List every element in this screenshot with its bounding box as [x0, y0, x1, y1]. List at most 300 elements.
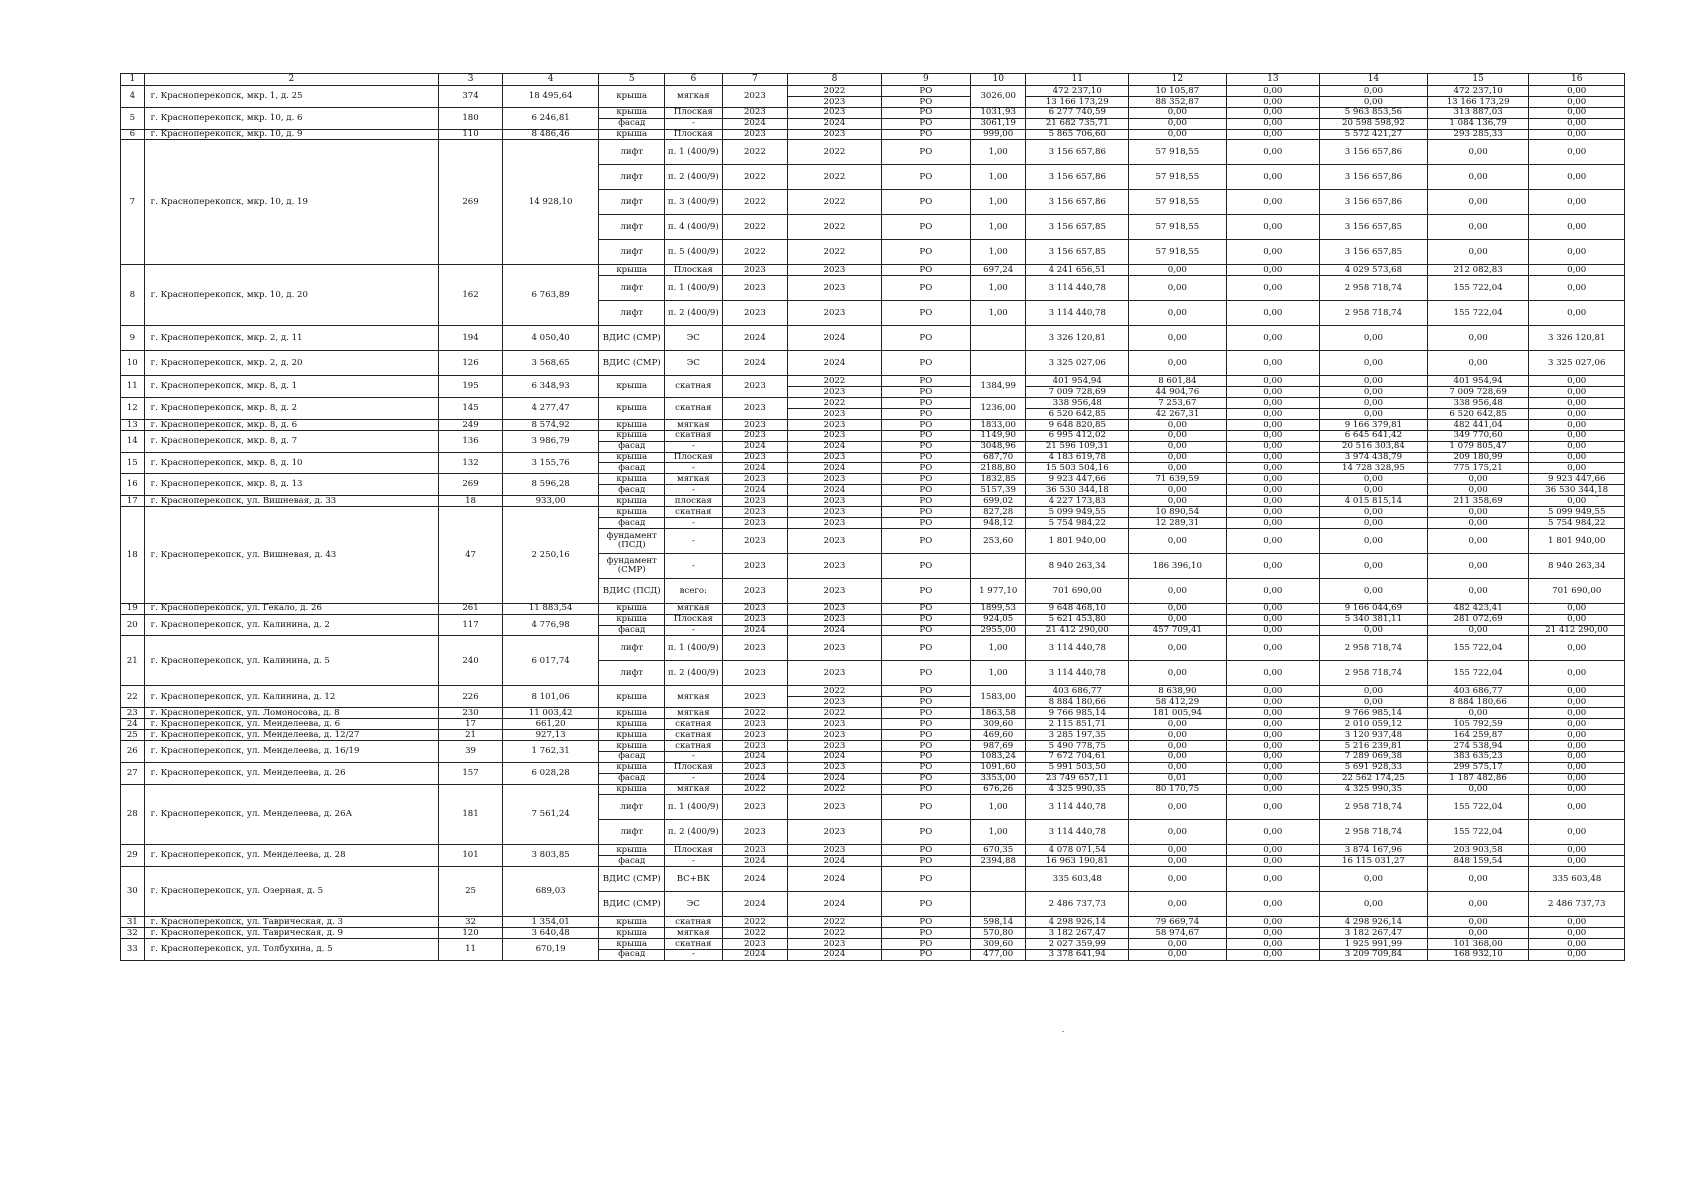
amount-cell-12: 0,00 [1129, 129, 1227, 140]
year-cell: 2023 [788, 474, 881, 485]
plan-year-cell: 2024 [722, 949, 788, 960]
method-cell: РО [881, 740, 970, 751]
header-cell-5: 5 [599, 74, 665, 86]
row-number: 27 [121, 762, 145, 784]
amount-cell-14: 0,00 [1320, 892, 1428, 917]
amount-cell-14: 0,00 [1320, 96, 1428, 107]
amount-cell-11: 7 672 704,61 [1026, 751, 1129, 762]
amount-cell-16: 21 412 290,00 [1529, 625, 1625, 636]
amount-cell-16: 0,00 [1529, 603, 1625, 614]
residents-cell: 21 [439, 730, 503, 741]
amount-cell-11: 7 009 728,69 [1026, 387, 1129, 398]
year-cell: 2023 [788, 578, 881, 603]
capital-repair-table [120, 73, 1625, 961]
method-cell: РО [881, 867, 970, 892]
year-cell: 2022 [788, 708, 881, 719]
amount-cell-16: 0,00 [1529, 751, 1625, 762]
plan-year-cell: 2022 [722, 240, 788, 265]
amount-cell-15: 0,00 [1427, 474, 1529, 485]
amount-cell-13: 0,00 [1226, 686, 1319, 697]
amount-cell-13: 0,00 [1226, 740, 1319, 751]
year-cell: 2023 [788, 452, 881, 463]
address-cell: г. Красноперекопск, ул. Таврическая, д. 9 [144, 928, 439, 939]
plan-year-cell: 2024 [722, 867, 788, 892]
year-cell: 2024 [788, 326, 881, 351]
volume-cell: 1832,85 [971, 474, 1026, 485]
amount-cell-15: 0,00 [1427, 517, 1529, 528]
amount-cell-13: 0,00 [1226, 697, 1319, 708]
amount-cell-13: 0,00 [1226, 419, 1319, 430]
amount-cell-11: 36 530 344,18 [1026, 485, 1129, 496]
volume-cell: 1384,99 [971, 376, 1026, 398]
method-cell: РО [881, 517, 970, 528]
plan-year-cell: 2022 [722, 140, 788, 165]
amount-cell-13: 0,00 [1226, 441, 1319, 452]
amount-cell-13: 0,00 [1226, 118, 1319, 129]
volume-cell: 1833,00 [971, 419, 1026, 430]
address-cell: г. Красноперекопск, ул. Калинина, д. 5 [144, 636, 439, 686]
header-cell-9: 9 [881, 74, 970, 86]
area-cell: 3 568,65 [502, 351, 599, 376]
area-cell: 8 574,92 [502, 419, 599, 430]
amount-cell-14: 0,00 [1320, 553, 1428, 578]
work-type-cell: крыша [599, 265, 665, 276]
amount-cell-11: 3 156 657,86 [1026, 140, 1129, 165]
method-cell: РО [881, 730, 970, 741]
amount-cell-11: 401 954,94 [1026, 376, 1129, 387]
address-cell: г. Красноперекопск, мкр. 2, д. 20 [144, 351, 439, 376]
amount-cell-11: 16 963 190,81 [1026, 856, 1129, 867]
amount-cell-15: 164 259,87 [1427, 730, 1529, 741]
amount-cell-14: 3 156 657,86 [1320, 190, 1428, 215]
amount-cell-11: 2 115 851,71 [1026, 719, 1129, 730]
work-type-cell: фасад [599, 517, 665, 528]
work-type-cell: лифт [599, 661, 665, 686]
work-type-cell: крыша [599, 474, 665, 485]
method-cell: РО [881, 265, 970, 276]
plan-year-cell: 2023 [722, 419, 788, 430]
address-cell: г. Красноперекопск, ул. Озерная, д. 5 [144, 867, 439, 917]
address-cell: г. Красноперекопск, мкр. 10, д. 9 [144, 129, 439, 140]
work-detail-cell: мягкая [665, 603, 722, 614]
work-type-cell: крыша [599, 686, 665, 708]
amount-cell-15: 293 285,33 [1427, 129, 1529, 140]
volume-cell: 1 977,10 [971, 578, 1026, 603]
address-cell: г. Красноперекопск, мкр. 8, д. 10 [144, 452, 439, 474]
row-number: 4 [121, 86, 145, 108]
amount-cell-16: 0,00 [1529, 301, 1625, 326]
work-type-cell: фундамент (СМР) [599, 553, 665, 578]
amount-cell-16: 0,00 [1529, 496, 1625, 507]
row-number: 10 [121, 351, 145, 376]
volume-cell: 1,00 [971, 820, 1026, 845]
amount-cell-11: 21 412 290,00 [1026, 625, 1129, 636]
work-detail-cell: ЭС [665, 326, 722, 351]
row-number: 25 [121, 730, 145, 741]
amount-cell-15: 7 009 728,69 [1427, 387, 1529, 398]
volume-cell: 253,60 [971, 528, 1026, 553]
amount-cell-14: 14 728 328,95 [1320, 463, 1428, 474]
amount-cell-15: 274 538,94 [1427, 740, 1529, 751]
plan-year-cell: 2023 [722, 762, 788, 773]
plan-year-cell: 2023 [722, 276, 788, 301]
amount-cell-15: 472 237,10 [1427, 86, 1529, 97]
amount-cell-12: 0,00 [1129, 578, 1227, 603]
area-cell: 661,20 [502, 719, 599, 730]
work-type-cell: фасад [599, 441, 665, 452]
amount-cell-13: 0,00 [1226, 892, 1319, 917]
amount-cell-11: 23 749 657,11 [1026, 773, 1129, 784]
volume-cell: 827,28 [971, 507, 1026, 518]
work-detail-cell: - [665, 517, 722, 528]
amount-cell-13: 0,00 [1226, 751, 1319, 762]
amount-cell-11: 5 754 984,22 [1026, 517, 1129, 528]
amount-cell-11: 3 114 440,78 [1026, 636, 1129, 661]
residents-cell: 18 [439, 496, 503, 507]
method-cell: РО [881, 708, 970, 719]
volume-cell: 670,35 [971, 845, 1026, 856]
plan-year-cell: 2024 [722, 326, 788, 351]
amount-cell-14: 0,00 [1320, 376, 1428, 387]
work-type-cell: крыша [599, 129, 665, 140]
table-row [121, 708, 1625, 719]
work-detail-cell: п. 1 (400/9) [665, 140, 722, 165]
amount-cell-13: 0,00 [1226, 165, 1319, 190]
work-detail-cell: ВС+ВК [665, 867, 722, 892]
amount-cell-14: 2 958 718,74 [1320, 276, 1428, 301]
year-cell: 2022 [788, 398, 881, 409]
amount-cell-12: 42 267,31 [1129, 409, 1227, 420]
work-type-cell: лифт [599, 165, 665, 190]
method-cell: РО [881, 603, 970, 614]
amount-cell-12: 0,00 [1129, 528, 1227, 553]
amount-cell-15: 155 722,04 [1427, 661, 1529, 686]
work-detail-cell: п. 2 (400/9) [665, 820, 722, 845]
amount-cell-11: 4 325 990,35 [1026, 784, 1129, 795]
header-cell-4: 4 [502, 74, 599, 86]
plan-year-cell: 2022 [722, 928, 788, 939]
address-cell: г. Красноперекопск, ул. Таврическая, д. 3 [144, 917, 439, 928]
amount-cell-16: 0,00 [1529, 118, 1625, 129]
amount-cell-14: 0,00 [1320, 867, 1428, 892]
table-row [121, 474, 1625, 485]
plan-year-cell: 2023 [722, 730, 788, 741]
amount-cell-11: 9 923 447,66 [1026, 474, 1129, 485]
amount-cell-12: 57 918,55 [1129, 215, 1227, 240]
table-row [121, 107, 1625, 118]
amount-cell-15: 0,00 [1427, 326, 1529, 351]
work-type-cell: крыша [599, 376, 665, 398]
volume-cell [971, 553, 1026, 578]
amount-cell-15: 0,00 [1427, 507, 1529, 518]
work-type-cell: фасад [599, 856, 665, 867]
amount-cell-12: 0,00 [1129, 118, 1227, 129]
amount-cell-15: 212 082,83 [1427, 265, 1529, 276]
volume-cell: 1583,00 [971, 686, 1026, 708]
row-number: 30 [121, 867, 145, 917]
work-type-cell: лифт [599, 820, 665, 845]
amount-cell-14: 5 572 421,27 [1320, 129, 1428, 140]
work-type-cell: крыша [599, 917, 665, 928]
plan-year-cell: 2023 [722, 430, 788, 441]
work-detail-cell: - [665, 485, 722, 496]
work-type-cell: крыша [599, 419, 665, 430]
method-cell: РО [881, 351, 970, 376]
area-cell: 4 277,47 [502, 398, 599, 420]
amount-cell-15: 0,00 [1427, 553, 1529, 578]
residents-cell: 25 [439, 867, 503, 917]
table-row [121, 129, 1625, 140]
work-detail-cell: п. 1 (400/9) [665, 636, 722, 661]
volume-cell: 570,80 [971, 928, 1026, 939]
volume-cell: 697,24 [971, 265, 1026, 276]
amount-cell-13: 0,00 [1226, 917, 1319, 928]
amount-cell-13: 0,00 [1226, 603, 1319, 614]
header-cell-15: 15 [1427, 74, 1529, 86]
method-cell: РО [881, 528, 970, 553]
year-cell: 2023 [788, 265, 881, 276]
table-row [121, 603, 1625, 614]
work-type-cell: ВДИС (СМР) [599, 326, 665, 351]
work-type-cell: крыша [599, 708, 665, 719]
amount-cell-11: 5 991 503,50 [1026, 762, 1129, 773]
year-cell: 2023 [788, 614, 881, 625]
amount-cell-12: 0,00 [1129, 867, 1227, 892]
address-cell: г. Красноперекопск, мкр. 10, д. 6 [144, 107, 439, 129]
amount-cell-15: 105 792,59 [1427, 719, 1529, 730]
address-cell: г. Красноперекопск, ул. Калинина, д. 12 [144, 686, 439, 708]
amount-cell-12: 0,00 [1129, 636, 1227, 661]
year-cell: 2024 [788, 625, 881, 636]
plan-year-cell: 2022 [722, 784, 788, 795]
table-row [121, 419, 1625, 430]
amount-cell-13: 0,00 [1226, 265, 1319, 276]
amount-cell-14: 0,00 [1320, 686, 1428, 697]
area-cell: 6 246,81 [502, 107, 599, 129]
amount-cell-11: 5 865 706,60 [1026, 129, 1129, 140]
work-type-cell: фасад [599, 773, 665, 784]
year-cell: 2023 [788, 301, 881, 326]
area-cell: 3 155,76 [502, 452, 599, 474]
amount-cell-13: 0,00 [1226, 928, 1319, 939]
work-detail-cell: скатная [665, 740, 722, 751]
amount-cell-11: 5 621 453,80 [1026, 614, 1129, 625]
amount-cell-14: 9 166 044,69 [1320, 603, 1428, 614]
work-type-cell: ВДИС (ПСД) [599, 578, 665, 603]
row-number: 7 [121, 140, 145, 265]
amount-cell-14: 0,00 [1320, 578, 1428, 603]
area-cell: 8 596,28 [502, 474, 599, 496]
volume-cell: 309,60 [971, 719, 1026, 730]
amount-cell-15: 848 159,54 [1427, 856, 1529, 867]
amount-cell-11: 3 114 440,78 [1026, 795, 1129, 820]
amount-cell-16: 0,00 [1529, 719, 1625, 730]
work-type-cell: фасад [599, 463, 665, 474]
amount-cell-11: 4 078 071,54 [1026, 845, 1129, 856]
method-cell: РО [881, 118, 970, 129]
year-cell: 2023 [788, 730, 881, 741]
amount-cell-12: 10 105,87 [1129, 86, 1227, 97]
amount-cell-12: 0,00 [1129, 938, 1227, 949]
table-row [121, 614, 1625, 625]
amount-cell-14: 3 209 709,84 [1320, 949, 1428, 960]
amount-cell-14: 0,00 [1320, 507, 1428, 518]
amount-cell-16: 3 326 120,81 [1529, 326, 1625, 351]
area-cell: 1 354,01 [502, 917, 599, 928]
amount-cell-11: 2 486 737,73 [1026, 892, 1129, 917]
amount-cell-11: 2 027 359,99 [1026, 938, 1129, 949]
amount-cell-13: 0,00 [1226, 625, 1319, 636]
amount-cell-16: 9 923 447,66 [1529, 474, 1625, 485]
amount-cell-14: 5 691 928,33 [1320, 762, 1428, 773]
amount-cell-16: 0,00 [1529, 773, 1625, 784]
volume-cell: 948,12 [971, 517, 1026, 528]
work-detail-cell: Плоская [665, 762, 722, 773]
plan-year-cell: 2023 [722, 376, 788, 398]
method-cell: РО [881, 409, 970, 420]
method-cell: РО [881, 661, 970, 686]
area-cell: 1 762,31 [502, 740, 599, 762]
method-cell: РО [881, 215, 970, 240]
amount-cell-15: 0,00 [1427, 867, 1529, 892]
volume-cell: 2394,88 [971, 856, 1026, 867]
row-number: 6 [121, 129, 145, 140]
work-detail-cell: скатная [665, 376, 722, 398]
header-cell-12: 12 [1129, 74, 1227, 86]
method-cell: РО [881, 820, 970, 845]
row-number: 5 [121, 107, 145, 129]
residents-cell: 126 [439, 351, 503, 376]
amount-cell-16: 0,00 [1529, 387, 1625, 398]
table-row [121, 686, 1625, 697]
amount-cell-15: 0,00 [1427, 190, 1529, 215]
year-cell: 2023 [788, 96, 881, 107]
header-cell-16: 16 [1529, 74, 1625, 86]
method-cell: РО [881, 419, 970, 430]
address-cell: г. Красноперекопск, ул. Вишневая, д. 33 [144, 496, 439, 507]
amount-cell-13: 0,00 [1226, 507, 1319, 518]
amount-cell-16: 0,00 [1529, 240, 1625, 265]
amount-cell-15: 0,00 [1427, 784, 1529, 795]
table-row [121, 740, 1625, 751]
amount-cell-13: 0,00 [1226, 795, 1319, 820]
method-cell: РО [881, 107, 970, 118]
amount-cell-16: 1 801 940,00 [1529, 528, 1625, 553]
year-cell: 2024 [788, 892, 881, 917]
amount-cell-13: 0,00 [1226, 474, 1319, 485]
amount-cell-11: 4 241 656,51 [1026, 265, 1129, 276]
work-detail-cell: мягкая [665, 419, 722, 430]
work-type-cell: крыша [599, 740, 665, 751]
plan-year-cell: 2023 [722, 301, 788, 326]
amount-cell-13: 0,00 [1226, 463, 1319, 474]
work-detail-cell: Плоская [665, 845, 722, 856]
amount-cell-13: 0,00 [1226, 452, 1319, 463]
amount-cell-14: 4 325 990,35 [1320, 784, 1428, 795]
work-detail-cell: - [665, 773, 722, 784]
amount-cell-15: 0,00 [1427, 240, 1529, 265]
year-cell: 2023 [788, 430, 881, 441]
address-cell: г. Красноперекопск, ул. Толбухина, д. 5 [144, 938, 439, 960]
volume-cell: 3061,19 [971, 118, 1026, 129]
year-cell: 2024 [788, 856, 881, 867]
amount-cell-14: 3 156 657,85 [1320, 215, 1428, 240]
year-cell: 2023 [788, 507, 881, 518]
plan-year-cell: 2023 [722, 496, 788, 507]
amount-cell-14: 3 156 657,85 [1320, 240, 1428, 265]
amount-cell-13: 0,00 [1226, 949, 1319, 960]
volume-cell: 598,14 [971, 917, 1026, 928]
volume-cell: 1,00 [971, 165, 1026, 190]
residents-cell: 145 [439, 398, 503, 420]
amount-cell-12: 0,01 [1129, 773, 1227, 784]
plan-year-cell: 2022 [722, 190, 788, 215]
amount-cell-14: 0,00 [1320, 517, 1428, 528]
plan-year-cell: 2023 [722, 452, 788, 463]
year-cell: 2024 [788, 485, 881, 496]
row-number: 11 [121, 376, 145, 398]
plan-year-cell: 2023 [722, 636, 788, 661]
amount-cell-15: 0,00 [1427, 892, 1529, 917]
residents-cell: 269 [439, 474, 503, 496]
amount-cell-15: 0,00 [1427, 215, 1529, 240]
method-cell: РО [881, 485, 970, 496]
amount-cell-14: 2 958 718,74 [1320, 795, 1428, 820]
year-cell: 2023 [788, 719, 881, 730]
amount-cell-15: 0,00 [1427, 928, 1529, 939]
amount-cell-11: 338 956,48 [1026, 398, 1129, 409]
amount-cell-12: 0,00 [1129, 441, 1227, 452]
plan-year-cell: 2023 [722, 265, 788, 276]
work-detail-cell: п. 2 (400/9) [665, 661, 722, 686]
amount-cell-15: 155 722,04 [1427, 301, 1529, 326]
method-cell: РО [881, 301, 970, 326]
amount-cell-12: 0,00 [1129, 740, 1227, 751]
header-cell-7: 7 [722, 74, 788, 86]
amount-cell-11: 3 156 657,85 [1026, 215, 1129, 240]
residents-cell: 195 [439, 376, 503, 398]
year-cell: 2023 [788, 762, 881, 773]
work-detail-cell: мягкая [665, 708, 722, 719]
amount-cell-13: 0,00 [1226, 301, 1319, 326]
amount-cell-12: 0,00 [1129, 762, 1227, 773]
plan-year-cell: 2024 [722, 118, 788, 129]
amount-cell-14: 0,00 [1320, 474, 1428, 485]
table-row [121, 351, 1625, 376]
year-cell: 2024 [788, 949, 881, 960]
table-row [121, 938, 1625, 949]
amount-cell-15: 155 722,04 [1427, 820, 1529, 845]
header-cell-2: 2 [144, 74, 439, 86]
amount-cell-16: 0,00 [1529, 845, 1625, 856]
address-cell: г. Красноперекопск, ул. Менделеева, д. 16/19 [144, 740, 439, 762]
plan-year-cell: 2023 [722, 474, 788, 485]
amount-cell-14: 20 516 303,84 [1320, 441, 1428, 452]
year-cell: 2023 [788, 129, 881, 140]
amount-cell-12: 58 412,29 [1129, 697, 1227, 708]
amount-cell-14: 0,00 [1320, 409, 1428, 420]
work-type-cell: лифт [599, 795, 665, 820]
amount-cell-12: 80 170,75 [1129, 784, 1227, 795]
amount-cell-12: 0,00 [1129, 892, 1227, 917]
table-row [121, 507, 1625, 518]
amount-cell-14: 16 115 031,27 [1320, 856, 1428, 867]
plan-year-cell: 2023 [722, 507, 788, 518]
row-number: 18 [121, 507, 145, 604]
amount-cell-15: 8 884 180,66 [1427, 697, 1529, 708]
residents-cell: 136 [439, 430, 503, 452]
amount-cell-16: 3 325 027,06 [1529, 351, 1625, 376]
